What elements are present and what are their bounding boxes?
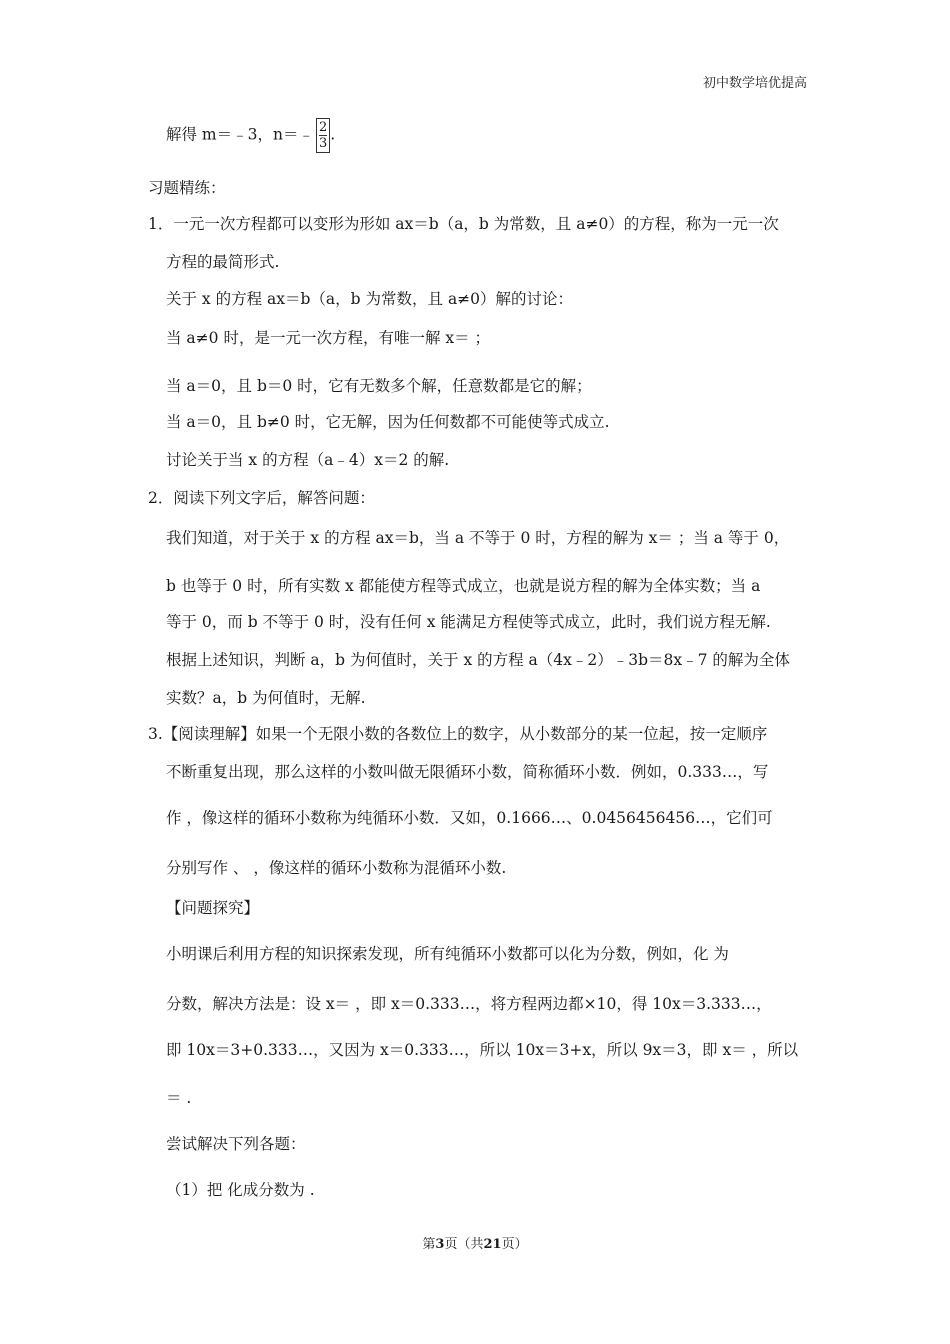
text-line-content: 习题精练： bbox=[148, 179, 226, 197]
text-line-l17 bbox=[166, 762, 768, 782]
text-line-l03 bbox=[148, 214, 779, 234]
text-line-l01 bbox=[166, 118, 335, 153]
fraction-numerator: 2 bbox=[318, 120, 328, 135]
footer-middle: 页（共 bbox=[444, 1237, 484, 1252]
text-line-content: 实数？a，b 为何值时，无解. bbox=[166, 689, 366, 707]
text-line-l06 bbox=[166, 328, 490, 348]
fraction-denominator: 3 bbox=[318, 136, 328, 151]
text-line-content: b 也等于 0 时，所有实数 x 都能使方程等式成立，也就是说方程的解为全体实数；当 a bbox=[166, 577, 761, 595]
text-line-l13 bbox=[166, 612, 771, 632]
text-line-content: 3.【阅读理解】如果一个无限小数的各数位上的数字，从小数部分的某一位起，按一定顺序 bbox=[148, 725, 768, 743]
text-line-l14 bbox=[166, 650, 790, 670]
text-line-l07 bbox=[166, 376, 592, 396]
text-line-l22 bbox=[166, 994, 772, 1014]
text-line-l04 bbox=[166, 252, 279, 272]
text-line-content: 2．阅读下列文字后，解答问题： bbox=[148, 489, 375, 507]
text-line-content: 作 ，像这样的循环小数称为纯循环小数．又如，0.1666…、0.0456456456…，它们可 bbox=[166, 809, 773, 827]
text-line-l11 bbox=[166, 528, 789, 548]
text-line-l25 bbox=[166, 1134, 306, 1154]
text-line-content: 解得 m＝﹣3，n＝﹣ bbox=[166, 125, 314, 144]
text-line-content: （1）把 化成分数为 . bbox=[166, 1181, 315, 1199]
text-line-content: 1．一元一次方程都可以变形为形如 ax＝b（a，b 为常数，且 a≠0）的方程，称为一元一次 bbox=[148, 215, 779, 233]
text-line-l21 bbox=[166, 944, 729, 964]
text-line-l20 bbox=[166, 898, 259, 918]
text-line-l16 bbox=[148, 724, 767, 744]
text-line-content: 当 a＝0，且 b≠0 时，它无解，因为任何数都不可能使等式成立. bbox=[166, 413, 610, 431]
page-footer bbox=[0, 1233, 950, 1252]
text-line-l12 bbox=[166, 576, 760, 596]
text-line-content: 分别写作 、 ，像这样的循环小数称为混循环小数. bbox=[166, 859, 507, 877]
text-line-l08 bbox=[166, 412, 610, 432]
text-line-content: 【问题探究】 bbox=[166, 899, 260, 917]
text-line-content: 方程的最简形式. bbox=[166, 253, 280, 271]
text-line-content: 即 10x＝3+0.333…，又因为 x＝0.333…，所以 10x＝3+x，所以 9x＝3，即 x＝ ，所以 bbox=[166, 1041, 799, 1059]
footer-prefix: 第 bbox=[422, 1237, 436, 1252]
text-line-content: 等于 0，而 b 不等于 0 时，没有任何 x 能满足方程使等式成立，此时，我们说方程无解. bbox=[166, 613, 771, 631]
text-line-l18 bbox=[166, 808, 773, 828]
text-line-content: 分数，解决方法是：设 x＝ ，即 x＝0.333…，将方程两边都×10，得 10x＝3.333…， bbox=[166, 995, 772, 1013]
text-line-l24 bbox=[166, 1088, 191, 1108]
fraction-tail: . bbox=[330, 125, 336, 144]
text-line-l26 bbox=[166, 1180, 315, 1200]
text-line-content: 当 a＝0，且 b＝0 时，它有无数多个解，任意数都是它的解； bbox=[166, 377, 592, 395]
text-line-l23 bbox=[166, 1040, 798, 1060]
text-line-content: 当 a≠0 时，是一元一次方程，有唯一解 x＝ ； bbox=[166, 329, 491, 347]
footer-suffix: 页） bbox=[501, 1237, 528, 1252]
text-line-l05 bbox=[166, 289, 573, 309]
text-line-content: 小明课后利用方程的知识探索发现，所有纯循环小数都可以化为分数，例如，化 为 bbox=[166, 945, 729, 963]
footer-page-number: 3 bbox=[435, 1237, 445, 1252]
text-line-content: ＝ . bbox=[166, 1089, 192, 1107]
page-header: 初中数学培优提高 bbox=[702, 76, 807, 91]
text-line-content: 讨论关于当 x 的方程（a﹣4）x＝2 的解. bbox=[166, 451, 450, 469]
text-line-l15 bbox=[166, 688, 366, 708]
text-line-l10 bbox=[148, 488, 375, 508]
text-line-l02 bbox=[148, 178, 226, 198]
footer-total-pages: 21 bbox=[483, 1237, 502, 1252]
text-line-content: 根据上述知识，判断 a，b 为何值时，关于 x 的方程 a（4x﹣2）﹣3b＝8x﹣7 的解为全体 bbox=[166, 651, 790, 669]
text-line-l09 bbox=[166, 450, 449, 470]
text-line-content: 我们知道，对于关于 x 的方程 ax＝b，当 a 不等于 0 时，方程的解为 x＝ ；当 a 等于 0， bbox=[166, 529, 790, 547]
fraction-box bbox=[316, 118, 330, 153]
text-line-l19 bbox=[166, 858, 506, 878]
text-line-content: 不断重复出现，那么这样的小数叫做无限循环小数，简称循环小数．例如，0.333…，写 bbox=[166, 763, 769, 781]
text-line-content: 尝试解决下列各题： bbox=[166, 1135, 306, 1153]
text-line-content: 关于 x 的方程 ax＝b（a，b 为常数，且 a≠0）解的讨论： bbox=[166, 290, 574, 308]
